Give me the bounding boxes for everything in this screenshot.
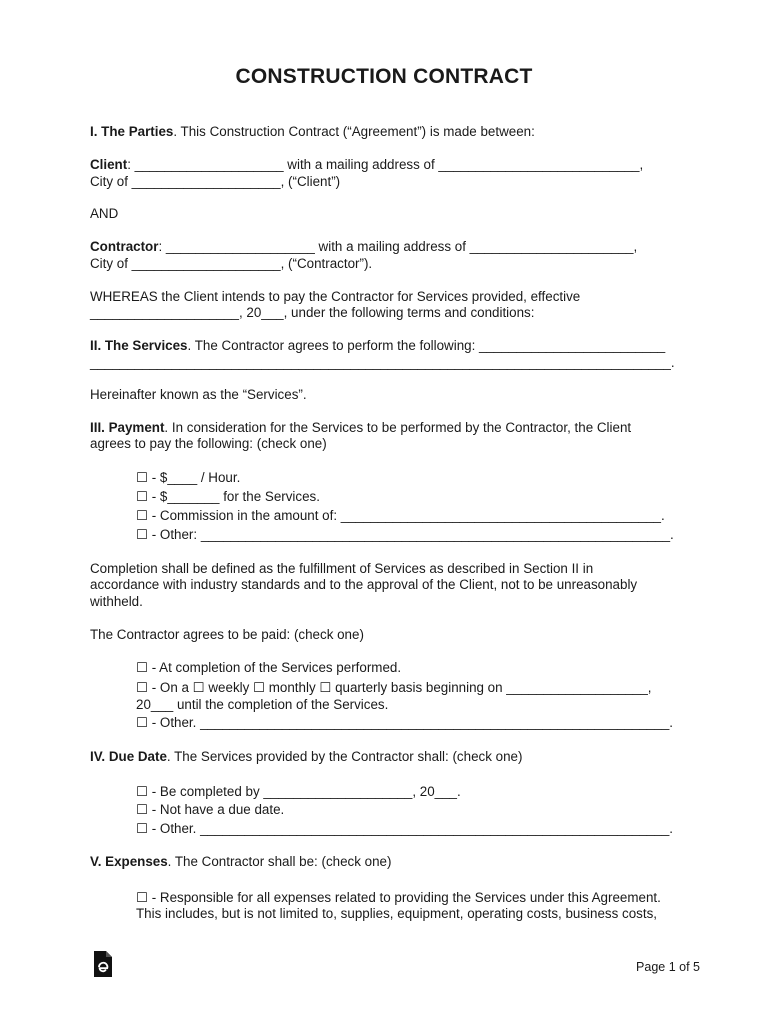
paid-option-periodic-cont: 20___ until the completion of the Services. — [136, 697, 389, 712]
whereas-line-1: WHEREAS the Client intends to pay the Contractor for Services provided, effective — [90, 289, 581, 304]
page-number: Page 1 of 5 — [636, 960, 700, 974]
client-line-1-text: : ____________________ with a mailing address of ___________________________, — [127, 157, 644, 172]
services-heading: II. The Services — [90, 338, 188, 353]
parties-intro-line — [90, 124, 535, 141]
client-line-1 — [90, 157, 643, 174]
due-option-none: ☐ - Not have a due date. — [136, 802, 285, 817]
payment-line-1 — [90, 420, 631, 437]
due-date-heading: IV. Due Date — [90, 749, 167, 764]
due-date-line-1 — [90, 749, 522, 766]
contractor-label: Contractor — [90, 239, 159, 254]
payment-heading: III. Payment — [90, 420, 165, 435]
client-label: Client — [90, 157, 128, 172]
expenses-option-line-1: ☐ - Responsible for all expenses related to providing the Services under this Agreement. — [136, 890, 661, 905]
expenses-heading: V. Expenses — [90, 854, 168, 869]
paid-option-completion: ☐ - At completion of the Services performed. — [136, 660, 402, 675]
whereas-line-2: ____________________, 20___, under the following terms and conditions: — [90, 305, 535, 320]
contractor-line-1 — [90, 239, 637, 256]
paid-intro: The Contractor agrees to be paid: (check one) — [90, 627, 364, 642]
due-option-other: ☐ - Other. _______________________________________________________________. — [136, 821, 673, 836]
completion-line-2: accordance with industry standards and to the approval of the Client, not to be unreasonably — [90, 577, 638, 592]
payment-line-1-text: . In consideration for the Services to be performed by the Contractor, the Client — [164, 420, 632, 435]
eforms-logo-icon — [92, 950, 114, 978]
and-text: AND — [90, 206, 119, 221]
contractor-line-1-text: : ____________________ with a mailing address of ______________________, — [158, 239, 638, 254]
paid-option-periodic: ☐ - On a ☐ weekly ☐ monthly ☐ quarterly basis beginning on ___________________, — [136, 680, 652, 695]
services-line-1 — [90, 338, 665, 355]
services-line-2: ______________________________________________________________________________. — [90, 355, 675, 370]
contractor-line-2: City of ____________________, (“Contractor”). — [90, 256, 373, 271]
payment-option-other: ☐ - Other: _______________________________________________________________. — [136, 527, 674, 542]
client-line-2: City of ____________________, (“Client”) — [90, 174, 341, 189]
due-date-line-1-text: . The Services provided by the Contractor shall: (check one) — [166, 749, 523, 764]
parties-heading: I. The Parties — [90, 124, 174, 139]
parties-intro: . This Construction Contract (“Agreement”) is made between: — [173, 124, 535, 139]
completion-line-3: withheld. — [90, 594, 143, 609]
completion-line-1: Completion shall be defined as the fulfillment of Services as described in Section II in — [90, 561, 594, 576]
expenses-line-1-text: . The Contractor shall be: (check one) — [167, 854, 392, 869]
payment-option-flat: ☐ - $_______ for the Services. — [136, 489, 320, 504]
payment-option-commission: ☐ - Commission in the amount of: ___________________________________________. — [136, 508, 665, 523]
due-option-completed-by: ☐ - Be completed by ____________________, 20___. — [136, 784, 461, 799]
payment-line-2: agrees to pay the following: (check one) — [90, 436, 327, 451]
services-line-1-text: . The Contractor agrees to perform the following: _________________________ — [187, 338, 666, 353]
hereinafter-text: Hereinafter known as the “Services”. — [90, 387, 307, 402]
payment-option-hourly: ☐ - $____ / Hour. — [136, 470, 241, 485]
expenses-line-1 — [90, 854, 391, 871]
expenses-option-line-2: This includes, but is not limited to, supplies, equipment, operating costs, business costs, — [136, 906, 658, 921]
document-title: CONSTRUCTION CONTRACT — [235, 65, 533, 88]
paid-option-other: ☐ - Other. _______________________________________________________________. — [136, 715, 673, 730]
